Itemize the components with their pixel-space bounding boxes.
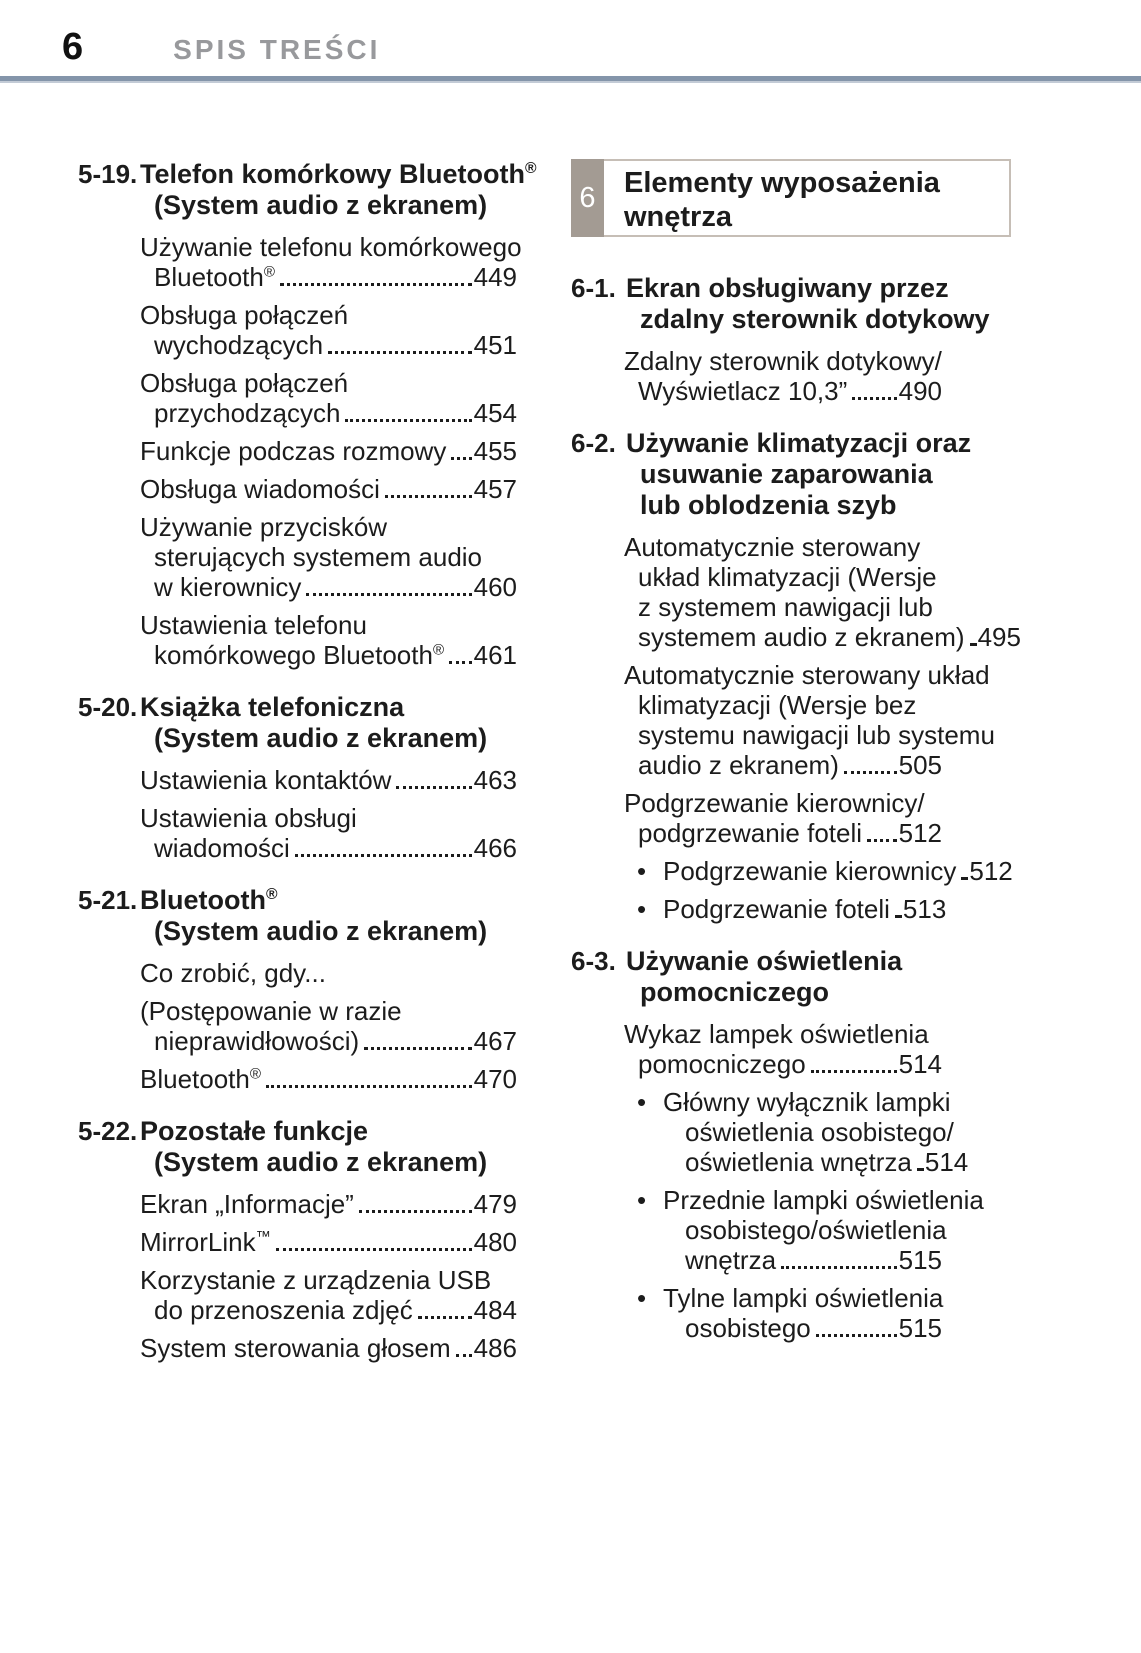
toc-entry-line [624,720,995,750]
toc-entry-line [624,788,942,818]
page-number: 515 [898,1313,942,1343]
section-title-line: Ekran obsługiwany przez [626,273,949,303]
dot-leader [852,397,896,400]
toc-entry-text: Wykaz lampek oświetlenia [624,1019,929,1049]
page-number: 514 [924,1147,969,1177]
dot-leader [456,1354,472,1357]
toc-entry [140,1333,517,1363]
page-number: 470 [473,1064,517,1094]
toc-entry-text: Używanie przycisków [140,512,388,542]
toc-entry-text: klimatyzacji (Wersje bez [638,690,917,720]
toc-entry-line [140,1227,517,1257]
section-entries [571,532,1041,924]
toc-entry [140,232,522,292]
toc-right-column [571,159,1041,1363]
toc-entry-text: MirrorLink™ [140,1227,271,1257]
toc-entry-text: w kierownicy [154,572,302,602]
toc-entry-text: Ustawienia telefonu [140,610,367,640]
page-number: 484 [473,1295,517,1325]
toc-entry-line [624,592,942,622]
toc-entry [140,1265,517,1325]
toc-section [571,946,1041,1343]
page-number: 490 [898,376,942,406]
page-number: 457 [473,474,517,504]
section-heading [78,692,571,754]
dot-leader [364,1047,471,1050]
page-number: 451 [473,330,517,360]
chapter-title-line: Elementy wyposażenia [624,166,940,199]
toc-entry [637,1283,942,1343]
toc-entry-line [637,1313,942,1343]
chapter-title [604,159,1011,237]
section-number: 5-22. [78,1116,138,1146]
page-number: 505 [898,750,942,780]
page-number: 512 [969,856,1013,886]
toc-entry-line [624,750,942,780]
toc-entry-text: Podgrzewanie kierownicy/ [624,788,925,818]
toc-entry [140,1064,517,1094]
toc-entry-text: Zdalny sterownik dotykowy/ [624,346,942,376]
bullet-icon: • [637,856,647,886]
section-heading [78,1116,571,1178]
toc-entry-line [140,300,517,330]
page-number: 512 [898,818,942,848]
page-number: 513 [902,894,947,924]
toc-entry [637,1185,984,1275]
toc-entry-line [140,1189,517,1219]
dot-leader [396,786,471,789]
page-number: 454 [473,398,517,428]
toc-entry-text: Bluetooth® [140,1064,261,1094]
toc-entry [140,803,517,863]
section-title-line: lub oblodzenia szyb [640,490,897,520]
page-number: 467 [473,1026,517,1056]
section-number: 6-2. [571,428,616,458]
toc-entry-text: Główny wyłącznik lampki [663,1087,951,1117]
toc-entry [140,996,517,1056]
toc-entry-text: Wyświetlacz 10,3” [638,376,848,406]
section-entries [78,232,571,670]
toc-entry [140,436,517,466]
page-number: 514 [898,1049,942,1079]
toc-entry-line [140,640,517,670]
toc-entry [140,765,517,795]
toc-entry [140,474,517,504]
section-heading [78,159,571,221]
toc-entry [624,1019,942,1079]
toc-entry-line [624,346,942,376]
toc-section [78,1116,571,1363]
dot-leader [276,1248,472,1251]
registered-mark: ® [432,641,445,659]
toc-entry-line [624,818,942,848]
toc-entry-text: podgrzewanie foteli [638,818,863,848]
toc-entry-line [140,262,517,292]
toc-entry-text: Co zrobić, gdy... [140,958,326,988]
toc-section [571,428,1041,924]
dot-leader [917,1168,923,1171]
toc-entry-text: sterujących systemem audio [154,542,483,572]
toc-entry-text: Ustawienia obsługi [140,803,357,833]
section-title-line: Książka telefoniczna [140,692,405,722]
toc-entry-text: Funkcje podczas rozmowy [140,436,447,466]
dot-leader [451,457,471,460]
toc-entry-line [624,562,942,592]
section-entries [78,1189,571,1363]
toc-entry-text: układ klimatyzacji (Wersje [638,562,937,592]
toc-entry-line [140,765,517,795]
section-title-line: zdalny sterownik dotykowy [640,304,990,334]
toc-entry [140,610,517,670]
toc-entry-text: System sterowania głosem [140,1333,451,1363]
toc-entry-line [140,398,517,428]
page-number: 455 [473,436,517,466]
dot-leader [811,1070,897,1073]
toc-entry-line [140,996,517,1026]
toc-entry-line [140,232,522,262]
toc-entry [637,894,947,924]
toc-entry-text: Podgrzewanie foteli [663,894,890,924]
section-title-line: usuwanie zaparowania [640,459,933,489]
toc-entry-text: Automatycznie sterowany [624,532,921,562]
header-page-number: 6 [62,26,84,68]
bullet-icon: • [637,1283,647,1313]
section-title-line: Używanie klimatyzacji oraz [626,428,972,458]
toc-entry-line [624,376,942,406]
page-number: 479 [473,1189,517,1219]
toc-entry-line [140,1064,517,1094]
toc-entry-text: nieprawidłowości) [154,1026,360,1056]
toc-left-column [78,159,571,1363]
toc-entry-text: pomocniczego [638,1049,806,1079]
toc-entry-text: systemem audio z ekranem) [638,622,965,652]
toc-entry-text: do przenoszenia zdjęć [154,1295,413,1325]
toc-entry-line [140,1265,517,1295]
dot-leader [895,915,901,918]
toc-entry [140,958,517,988]
toc-entry-line [624,532,942,562]
section-entries [78,765,571,863]
toc-entry [140,1189,517,1219]
section-title-line: (System audio z ekranem) [154,723,488,753]
toc-entry-text: Bluetooth® [154,262,275,292]
dot-leader [449,661,472,664]
toc-entry [624,346,942,406]
toc-entry-text: Tylne lampki oświetlenia [663,1283,944,1313]
section-entries [571,1019,1041,1343]
page-number: 480 [473,1227,517,1257]
toc-entry-text: oświetlenia osobistego/ [685,1117,954,1147]
dot-leader [280,283,472,286]
toc-entry-line [140,436,517,466]
toc-entry [624,532,1021,652]
toc-entry-text: Obsługa wiadomości [140,474,380,504]
toc-entry-text: Ustawienia kontaktów [140,765,392,795]
page-number: 466 [473,833,517,863]
toc-entry-text: Obsługa połączeń [140,368,349,398]
section-title-line: Telefon komórkowy Bluetooth® [140,159,537,189]
toc-entry-line [637,1215,947,1245]
toc-entry-line [140,474,517,504]
toc-entry-text: wnętrza [685,1245,777,1275]
dot-leader [970,643,976,646]
dot-leader [867,839,897,842]
toc-entry-line [140,368,517,398]
section-heading [571,428,1041,521]
section-title-line: Pozostałe funkcje [140,1116,369,1146]
dot-leader [266,1085,472,1088]
toc-entry-text: Używanie telefonu komórkowego [140,232,522,262]
toc-entry-text: wiadomości [154,833,290,863]
toc-entry-text: wychodzących [154,330,324,360]
page-number: 515 [898,1245,942,1275]
toc-entry-line [140,512,517,542]
toc-entry-text: systemu nawigacji lub systemu [638,720,995,750]
trademark-mark: ™ [255,1228,271,1246]
toc-entry-line [637,1245,942,1275]
section-number: 5-19. [78,159,138,189]
toc-entry-line [140,1026,517,1056]
toc-entry-text: Podgrzewanie kierownicy [663,856,957,886]
toc-entry-text: przychodzących [154,398,341,428]
dot-leader [418,1316,472,1319]
registered-mark: ® [263,263,275,281]
toc-entry-line [140,1333,517,1363]
page-number: 461 [473,640,517,670]
dot-leader [359,1210,472,1213]
toc-entry [140,512,517,602]
page-number: 495 [977,622,1021,652]
chapter-number-tab: 6 [571,159,604,237]
section-title-line: (System audio z ekranem) [154,1147,488,1177]
toc-entry-text: Obsługa połączeń [140,300,349,330]
toc-entry-line [637,1283,942,1313]
toc-entry-line [637,1117,954,1147]
toc-entry-line [140,833,517,863]
bullet-icon: • [637,1087,647,1117]
dot-leader [306,593,471,596]
chapter-box [571,159,1011,237]
toc-entry-text: Przednie lampki oświetlenia [663,1185,984,1215]
toc-entry-line [637,1087,951,1117]
dot-leader [781,1266,897,1269]
dot-leader [345,419,471,422]
section-title-line: pomocniczego [640,977,830,1007]
toc-entry-line [624,690,942,720]
toc-entry-text: z systemem nawigacji lub [638,592,933,622]
toc-entry-text: audio z ekranem) [638,750,839,780]
toc-entry-text: Korzystanie z urządzenia USB [140,1265,492,1295]
toc-entry-line [140,610,517,640]
dot-leader [844,771,897,774]
registered-mark: ® [249,1065,261,1083]
section-title-line: (System audio z ekranem) [154,916,488,946]
toc-entry-text: osobistego [685,1313,811,1343]
toc-entry-line [637,894,947,924]
toc-entry-line [624,660,990,690]
dot-leader [295,854,472,857]
registered-mark: ® [525,160,537,177]
toc-entry-text: Ekran „Informacje” [140,1189,354,1219]
section-number: 6-3. [571,946,616,976]
section-number: 5-20. [78,692,138,722]
toc-entry-line [624,1049,942,1079]
page-number: 449 [473,262,517,292]
toc-entry-line [140,803,517,833]
section-number: 5-21. [78,885,138,915]
toc-content [0,159,1141,1363]
section-title-line: Używanie oświetlenia [626,946,903,976]
toc-entry-text: Automatycznie sterowany układ [624,660,990,690]
toc-entry-line [140,572,517,602]
toc-section [78,159,571,670]
toc-entry-line [624,1019,942,1049]
toc-entry [624,660,995,780]
toc-entry [637,856,1013,886]
section-entries [78,958,571,1094]
toc-entry-line [637,1185,984,1215]
section-title-line: Bluetooth® [140,885,278,915]
page-number: 486 [473,1333,517,1363]
toc-entry-text: oświetlenia wnętrza [685,1147,912,1177]
registered-mark: ® [265,886,278,903]
dot-leader [328,351,472,354]
section-title-line: (System audio z ekranem) [154,190,488,220]
toc-section [78,885,571,1094]
toc-entry-line [140,330,517,360]
toc-entry [140,300,517,360]
toc-entry-line [140,1295,517,1325]
page-number: 460 [473,572,517,602]
bullet-icon: • [637,894,647,924]
section-heading [78,885,571,947]
dot-leader [816,1334,897,1337]
toc-entry-text: (Postępowanie w razie [140,996,402,1026]
section-entries [571,346,1041,406]
toc-section [78,692,571,863]
toc-entry [140,368,517,428]
section-heading [571,946,1041,1008]
dot-leader [961,877,967,880]
toc-entry-line [637,1147,969,1177]
toc-entry [140,1227,517,1257]
toc-entry-line [140,542,517,572]
chapter-title-line: wnętrza [624,200,732,233]
toc-entry [624,788,942,848]
dot-leader [385,495,472,498]
toc-entry [637,1087,969,1177]
toc-entry-text: osobistego/oświetlenia [685,1215,947,1245]
header-rule [0,76,1141,83]
toc-entry-line [624,622,1021,652]
toc-entry-text: komórkowego Bluetooth® [154,640,445,670]
header-title: SPIS TREŚCI [173,34,381,65]
section-heading [571,273,1041,335]
toc-entry-line [637,856,1013,886]
toc-section [571,273,1041,406]
running-header [0,0,1141,76]
bullet-icon: • [637,1185,647,1215]
section-number: 6-1. [571,273,616,303]
toc-entry-line [140,958,517,988]
page-number: 463 [473,765,517,795]
